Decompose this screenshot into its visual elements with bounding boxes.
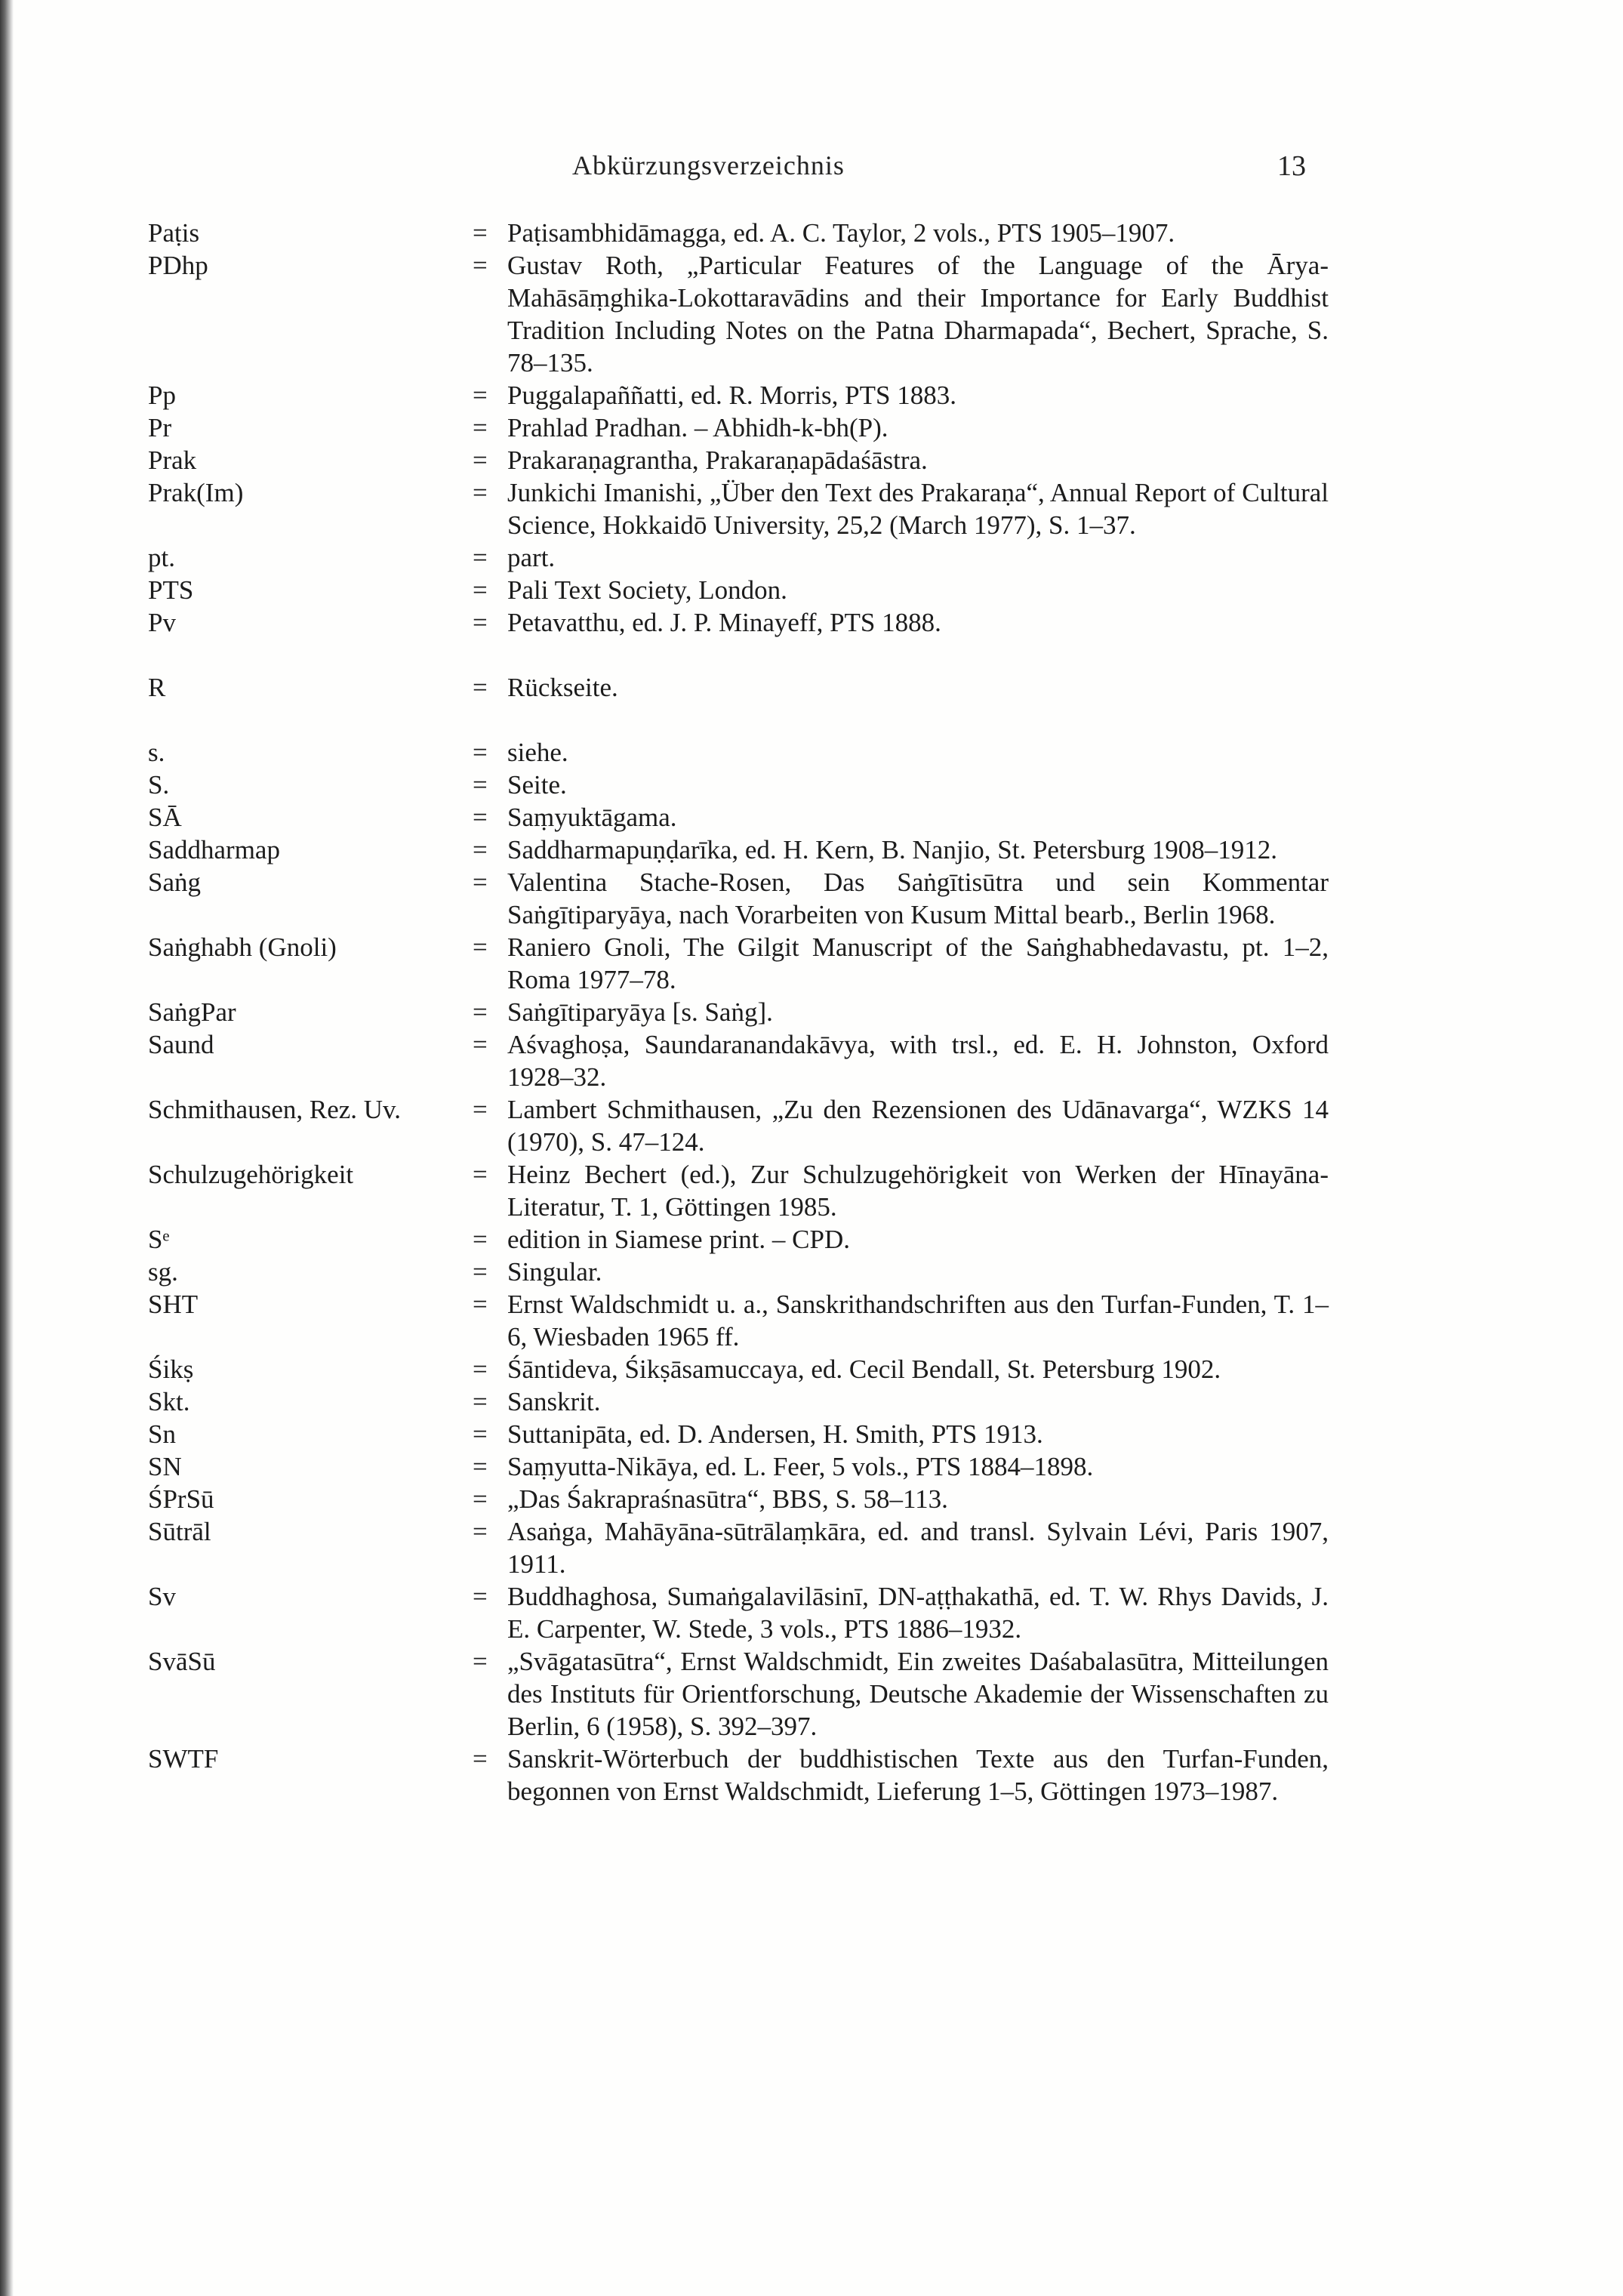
entry-abbreviation: SvāSū [148, 1647, 216, 1676]
abbreviation-entry [0, 574, 1623, 606]
abbreviation-entry [0, 1645, 1623, 1743]
entry-definition: Paṭisambhidāmagga, ed. A. C. Taylor, 2 vols., PTS 1905–1907. [507, 218, 1175, 248]
running-title: Abkürzungsverzeichnis [572, 150, 845, 180]
equals-sign: = [473, 251, 488, 280]
equals-sign: = [473, 1484, 488, 1514]
abbreviation-entry [0, 736, 1623, 769]
entry-definition: Pali Text Society, London. [507, 575, 787, 605]
entry-definition: Puggalapaññatti, ed. R. Morris, PTS 1883. [507, 381, 956, 410]
abbreviation-entry [0, 1450, 1623, 1483]
entry-definition: Gustav Roth, „Particular Features of the Language of the Ārya-Mahāsāṃghika-Lokottaravādins and their Importance for Early Buddhist Tradition Including Notes on the Patna Dharmapada“, Bechert, Sprache, S. 78–135. [507, 251, 1329, 378]
entry-abbreviation: Skt. [148, 1387, 190, 1416]
entry-definition: Sanskrit-Wörterbuch der buddhistischen Texte aus den Turfan-Funden, begonnen von Ernst Waldschmidt, Lieferung 1–5, Göttingen 1973–1987. [507, 1744, 1329, 1806]
equals-sign: = [473, 1030, 488, 1059]
entry-abbreviation: Prak(Im) [148, 478, 244, 507]
equals-sign: = [473, 1290, 488, 1319]
entry-definition: Raniero Gnoli, The Gilgit Manuscript of the Saṅghabhedavastu, pt. 1–2, Roma 1977–78. [507, 932, 1329, 994]
entry-definition: Singular. [507, 1257, 602, 1287]
entry-definition: part. [507, 543, 556, 572]
equals-sign: = [473, 575, 488, 605]
abbreviation-entry [0, 1223, 1623, 1256]
equals-sign: = [473, 445, 488, 475]
entry-definition: Sanskrit. [507, 1387, 601, 1416]
abbreviation-entry [0, 249, 1623, 379]
entry-definition: „Das Śakrapraśnasūtra“, BBS, S. 58–113. [507, 1484, 948, 1514]
equals-sign: = [473, 1517, 488, 1546]
abbreviation-entry [0, 444, 1623, 476]
entry-definition: Petavatthu, ed. J. P. Minayeff, PTS 1888. [507, 608, 941, 637]
entry-definition: Prahlad Pradhan. – Abhidh-k-bh(P). [507, 413, 888, 442]
entry-abbreviation: Saṅg [148, 868, 201, 897]
entry-definition: Junkichi Imanishi, „Über den Text des Prakaraṇa“, Annual Report of Cultural Science, Hokkaidō University, 25,2 (March 1977), S. 1–37. [507, 478, 1329, 540]
entry-definition: Aśvaghoṣa, Saundaranandakāvya, with trsl., ed. E. H. Johnston, Oxford 1928–32. [507, 1030, 1329, 1092]
entry-abbreviation: Schulzugehörigkeit [148, 1160, 354, 1189]
abbreviation-entry [0, 1093, 1623, 1158]
entry-abbreviation: Pr [148, 413, 172, 442]
entry-abbreviation: Pp [148, 381, 176, 410]
entry-abbreviation: sg. [148, 1257, 178, 1287]
equals-sign: = [473, 1160, 488, 1189]
abbreviation-entry [0, 541, 1623, 574]
entry-abbreviation: SaṅgPar [148, 997, 236, 1027]
entry-abbreviation: Sᵉ [148, 1225, 170, 1254]
equals-sign: = [473, 1225, 488, 1254]
entry-definition: Buddhaghosa, Sumaṅgalavilāsinī, DN-aṭṭhakathā, ed. T. W. Rhys Davids, J. E. Carpenter, W. Stede, 3 vols., PTS 1886–1932. [507, 1582, 1329, 1644]
abbreviation-entry [0, 801, 1623, 834]
abbreviation-entry [0, 1158, 1623, 1223]
entry-abbreviation: Schmithausen, Rez. Uv. [148, 1095, 402, 1124]
equals-sign: = [473, 608, 488, 637]
page-header [0, 149, 1623, 187]
equals-sign: = [473, 381, 488, 410]
abbreviation-entry [0, 411, 1623, 444]
entry-definition: Asaṅga, Mahāyāna-sūtrālaṃkāra, ed. and transl. Sylvain Lévi, Paris 1907, 1911. [507, 1517, 1329, 1579]
equals-sign: = [473, 1647, 488, 1676]
equals-sign: = [473, 218, 488, 248]
equals-sign: = [473, 1095, 488, 1124]
entry-definition: Ernst Waldschmidt u. a., Sanskrithandschriften aus den Turfan-Funden, T. 1–6, Wiesbaden 1965 ff. [507, 1290, 1329, 1351]
entry-definition: Prakaraṇagrantha, Prakaraṇapādaśāstra. [507, 445, 928, 475]
entry-definition: Heinz Bechert (ed.), Zur Schulzugehörigkeit von Werken der Hīnayāna-Literatur, T. 1, Göttingen 1985. [507, 1160, 1329, 1222]
entry-definition: Rückseite. [507, 673, 618, 702]
abbreviation-entry [0, 1385, 1623, 1418]
entry-definition: Lambert Schmithausen, „Zu den Rezensionen des Udānavarga“, WZKS 14 (1970), S. 47–124. [507, 1095, 1329, 1157]
equals-sign: = [473, 1419, 488, 1449]
equals-sign: = [473, 770, 488, 800]
entry-abbreviation: PDhp [148, 251, 208, 280]
group-spacer [0, 704, 1623, 736]
equals-sign: = [473, 478, 488, 507]
abbreviation-entry [0, 996, 1623, 1028]
entry-definition: Valentina Stache-Rosen, Das Saṅgītisūtra und sein Kommentar Saṅgītiparyāya, nach Vorarbeiten von Kusum Mittal bearb., Berlin 1968. [507, 868, 1329, 929]
entry-abbreviation: R [148, 673, 166, 702]
entry-abbreviation: Saund [148, 1030, 214, 1059]
abbreviation-entry [0, 606, 1623, 639]
entry-abbreviation: ŚPrSū [148, 1484, 214, 1514]
abbreviation-entry [0, 866, 1623, 931]
entry-abbreviation: SWTF [148, 1744, 219, 1774]
entry-abbreviation: pt. [148, 543, 175, 572]
entry-abbreviation: SN [148, 1452, 182, 1481]
abbreviation-entry [0, 671, 1623, 704]
entry-definition: Saddharmapuṇḍarīka, ed. H. Kern, B. Nanjio, St. Petersburg 1908–1912. [507, 835, 1278, 864]
group-spacer [0, 639, 1623, 671]
abbreviation-entry [0, 1028, 1623, 1093]
equals-sign: = [473, 543, 488, 572]
entry-abbreviation: Paṭis [148, 218, 200, 248]
entry-definition: Śāntideva, Śikṣāsamuccaya, ed. Cecil Bendall, St. Petersburg 1902. [507, 1354, 1221, 1384]
equals-sign: = [473, 868, 488, 897]
equals-sign: = [473, 932, 488, 962]
equals-sign: = [473, 1452, 488, 1481]
equals-sign: = [473, 1744, 488, 1774]
entry-abbreviation: s. [148, 738, 165, 767]
entry-abbreviation: Saṅghabh (Gnoli) [148, 932, 337, 962]
entry-abbreviation: Sv [148, 1582, 176, 1611]
equals-sign: = [473, 1257, 488, 1287]
abbreviation-entry [0, 1418, 1623, 1450]
entry-definition: Seite. [507, 770, 567, 800]
abbreviation-entry [0, 379, 1623, 411]
equals-sign: = [473, 997, 488, 1027]
equals-sign: = [473, 738, 488, 767]
entry-abbreviation: Śikṣ [148, 1354, 194, 1384]
entry-abbreviation: Prak [148, 445, 197, 475]
entry-abbreviation: Sūtrāl [148, 1517, 211, 1546]
abbreviation-entry [0, 769, 1623, 801]
page-number: 13 [1277, 150, 1306, 182]
equals-sign: = [473, 413, 488, 442]
entry-abbreviation: Pv [148, 608, 176, 637]
abbreviation-entry [0, 476, 1623, 541]
entry-abbreviation: Saddharmap [148, 835, 280, 864]
entry-abbreviation: Sn [148, 1419, 176, 1449]
entry-definition: Saṃyuktāgama. [507, 803, 677, 832]
entry-definition: Saṅgītiparyāya [s. Saṅg]. [507, 997, 773, 1027]
abbreviation-entry [0, 1515, 1623, 1580]
abbreviation-entry [0, 834, 1623, 866]
equals-sign: = [473, 1387, 488, 1416]
abbreviation-entry [0, 217, 1623, 249]
abbreviation-entry [0, 931, 1623, 996]
equals-sign: = [473, 803, 488, 832]
abbreviation-entry [0, 1580, 1623, 1645]
entry-definition: Saṃyutta-Nikāya, ed. L. Feer, 5 vols., PTS 1884–1898. [507, 1452, 1094, 1481]
equals-sign: = [473, 673, 488, 702]
equals-sign: = [473, 1582, 488, 1611]
abbreviation-entry [0, 1256, 1623, 1288]
entry-abbreviation: PTS [148, 575, 194, 605]
equals-sign: = [473, 835, 488, 864]
abbreviation-list [0, 217, 1623, 1808]
entry-abbreviation: S. [148, 770, 170, 800]
entry-definition: siehe. [507, 738, 568, 767]
entry-abbreviation: SHT [148, 1290, 199, 1319]
abbreviation-entry [0, 1743, 1623, 1808]
entry-abbreviation: SĀ [148, 803, 182, 832]
abbreviation-entry [0, 1353, 1623, 1385]
entry-definition: Suttanipāta, ed. D. Andersen, H. Smith, PTS 1913. [507, 1419, 1043, 1449]
abbreviation-entry [0, 1288, 1623, 1353]
entry-definition: „Svāgatasūtra“, Ernst Waldschmidt, Ein zweites Daśabalasūtra, Mitteilungen des Instituts für Orientforschung, Deutsche Akademie der Wissenschaften zu Berlin, 6 (1958), S. 392–397. [507, 1647, 1329, 1741]
abbreviation-entry [0, 1483, 1623, 1515]
entry-definition: edition in Siamese print. – CPD. [507, 1225, 851, 1254]
equals-sign: = [473, 1354, 488, 1384]
